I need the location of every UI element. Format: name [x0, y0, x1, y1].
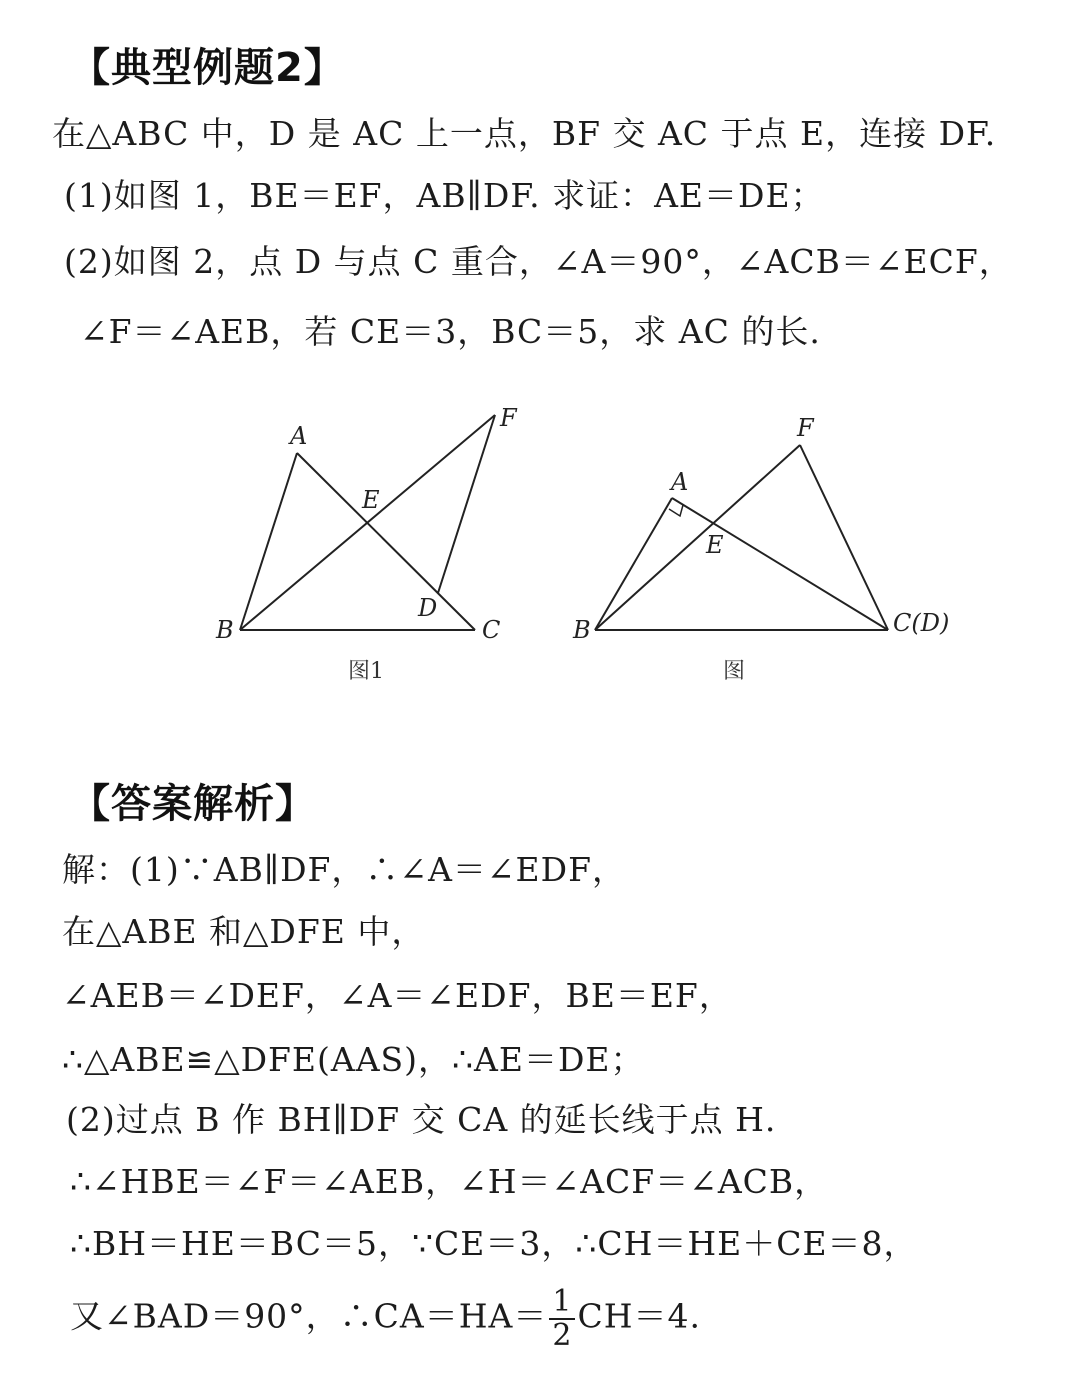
solution-line-4: ∴△ABE≌△DFE(AAS)，∴AE＝DE；: [62, 1040, 645, 1079]
solution-line-8-prefix: 又∠BAD＝90°，∴CA＝HA＝: [70, 1296, 548, 1336]
segment-DF: [438, 415, 495, 593]
figure-2-diagram: [565, 405, 975, 650]
solution-line-3: ∠AEB＝∠DEF，∠A＝∠EDF，BE＝EF，: [62, 976, 733, 1015]
label-E: E: [706, 531, 724, 559]
fraction-denominator: 2: [552, 1317, 573, 1353]
fraction-numerator: 1: [549, 1286, 575, 1320]
figure-2-caption: 图: [723, 659, 746, 684]
segment-AC: [297, 453, 475, 630]
label-F: F: [797, 414, 814, 442]
problem-part-1: (1)如图 1，BE＝EF，AB∥DF. 求证：AE＝DE；: [64, 176, 825, 215]
fraction-one-half: [549, 1286, 575, 1351]
figure-2: [565, 405, 975, 684]
figure-1: [210, 400, 530, 684]
segment-BF: [595, 445, 800, 630]
segment-AB: [595, 498, 672, 630]
solution-line-8: [70, 1286, 701, 1351]
solution-line-8-suffix: CH＝4.: [577, 1296, 701, 1336]
label-A: A: [290, 422, 308, 450]
label-B: B: [573, 616, 591, 644]
problem-heading: 【典型例题2】: [70, 45, 345, 91]
solution-line-6: ∴∠HBE＝∠F＝∠AEB，∠H＝∠ACF＝∠ACB，: [70, 1162, 829, 1201]
solution-line-7: ∴BH＝HE＝BC＝5，∵CE＝3，∴CH＝HE＋CE＝8，: [70, 1224, 918, 1263]
figure-1-diagram: [210, 400, 530, 650]
label-D: D: [418, 594, 438, 622]
figure-1-caption: 图1: [348, 659, 384, 684]
solution-line-2: 在△ABE 和△DFE 中，: [62, 912, 426, 951]
label-E: E: [362, 486, 380, 514]
solution-line-5: (2)过点 B 作 BH∥DF 交 CA 的延长线于点 H.: [66, 1100, 777, 1139]
label-F: F: [500, 404, 517, 432]
label-C: C: [482, 616, 501, 644]
solution-line-1: 解：(1)∵AB∥DF，∴∠A＝∠EDF，: [62, 850, 627, 889]
label-B: B: [216, 616, 234, 644]
right-angle-mark: [669, 505, 683, 516]
segment-AB: [240, 453, 297, 630]
answer-heading: 【答案解析】: [70, 781, 316, 827]
label-C-D: C(D): [893, 609, 950, 637]
label-A: A: [671, 468, 689, 496]
problem-statement: 在△ABC 中，D 是 AC 上一点，BF 交 AC 于点 E，连接 DF.: [52, 114, 997, 153]
problem-part-2-continued: ∠F＝∠AEB，若 CE＝3，BC＝5，求 AC 的长.: [80, 312, 821, 351]
problem-part-2: (2)如图 2，点 D 与点 C 重合，∠A＝90°，∠ACB＝∠ECF，: [64, 242, 1013, 281]
segment-BF: [240, 415, 495, 630]
